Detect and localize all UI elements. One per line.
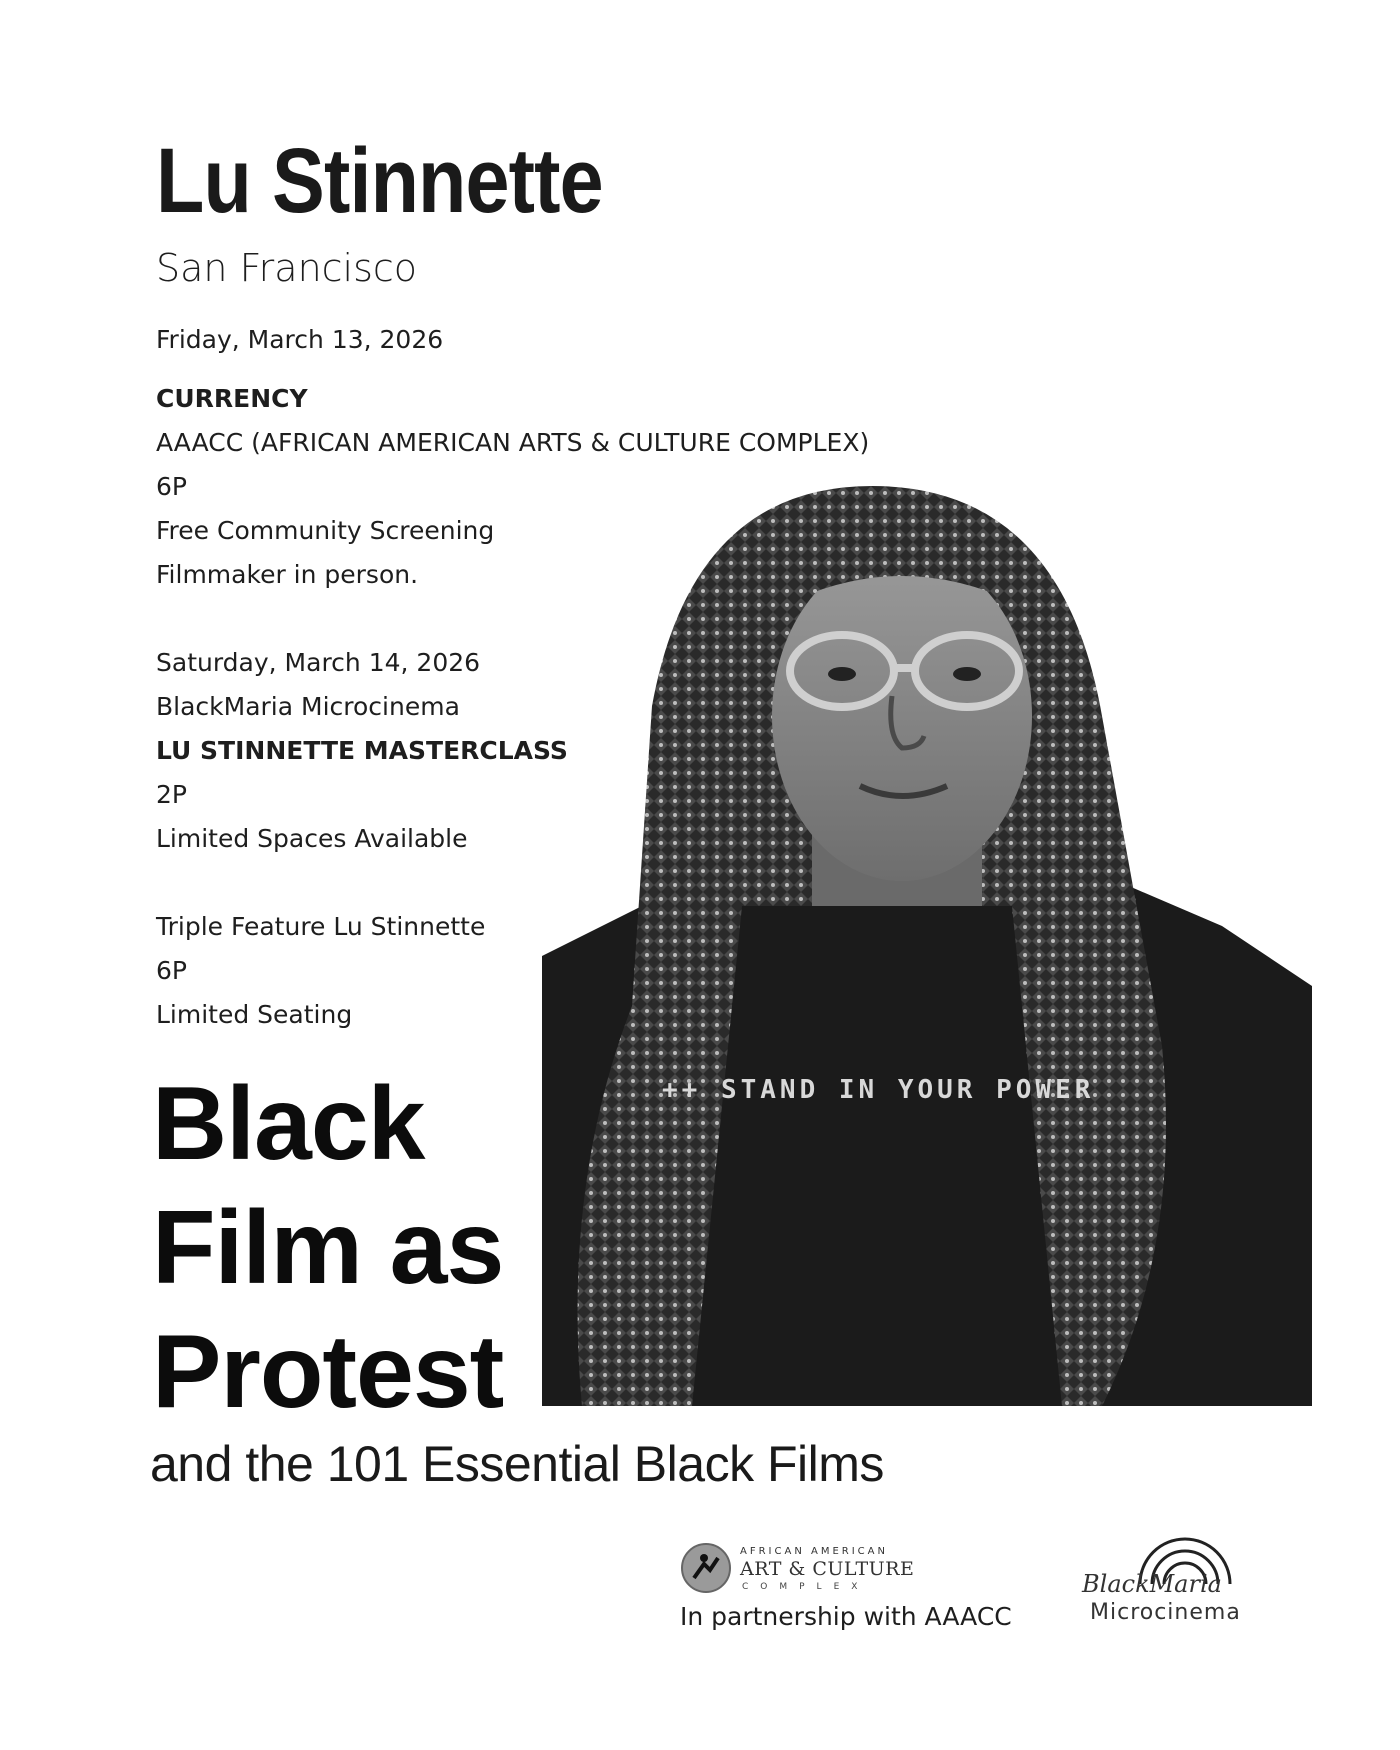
feature-subtitle: and the 101 Essential Black Films [150, 1436, 884, 1492]
feature-title-line1: Black [152, 1066, 425, 1182]
portrait-photo [542, 486, 1312, 1406]
aaacc-logo-icon [680, 1542, 732, 1594]
blackmaria-microcinema: Microcinema [1090, 1600, 1241, 1625]
page-title: Lu Stinnette [156, 130, 603, 232]
shirt-text: ++ STAND IN YOUR POWER [662, 1075, 1095, 1105]
event1-time: 6P [156, 472, 187, 501]
event2-title: LU STINNETTE MASTERCLASS [156, 736, 568, 765]
aaacc-name-bot: COMPLEX [742, 1582, 870, 1592]
feature-title-line3: Protest [152, 1314, 504, 1430]
aaacc-name-mid: ART & CULTURE [740, 1558, 915, 1580]
event2-date: Saturday, March 14, 2026 [156, 648, 481, 677]
event1-note-screening: Free Community Screening [156, 516, 495, 545]
event3-title: Triple Feature Lu Stinnette [156, 912, 486, 941]
city-label: San Francisco [156, 246, 418, 290]
event3-time: 6P [156, 956, 187, 985]
aaacc-name-top: AFRICAN AMERICAN [740, 1546, 888, 1557]
event1-venue: AAACC (AFRICAN AMERICAN ARTS & CULTURE COMPLEX) [156, 428, 870, 457]
feature-title [152, 1062, 503, 1434]
event1-note-filmmaker: Filmmaker in person. [156, 560, 419, 589]
event2-note: Limited Spaces Available [156, 824, 468, 853]
event1-date: Friday, March 13, 2026 [156, 325, 444, 354]
event1-title: CURRENCY [156, 384, 308, 413]
event2-venue: BlackMaria Microcinema [156, 692, 460, 721]
blackmaria-script: BlackMaria [1082, 1570, 1222, 1598]
event2-time: 2P [156, 780, 187, 809]
event3-note: Limited Seating [156, 1000, 353, 1029]
feature-title-line2: Film as [152, 1190, 504, 1306]
partnership-text: In partnership with AAACC [680, 1602, 1012, 1631]
